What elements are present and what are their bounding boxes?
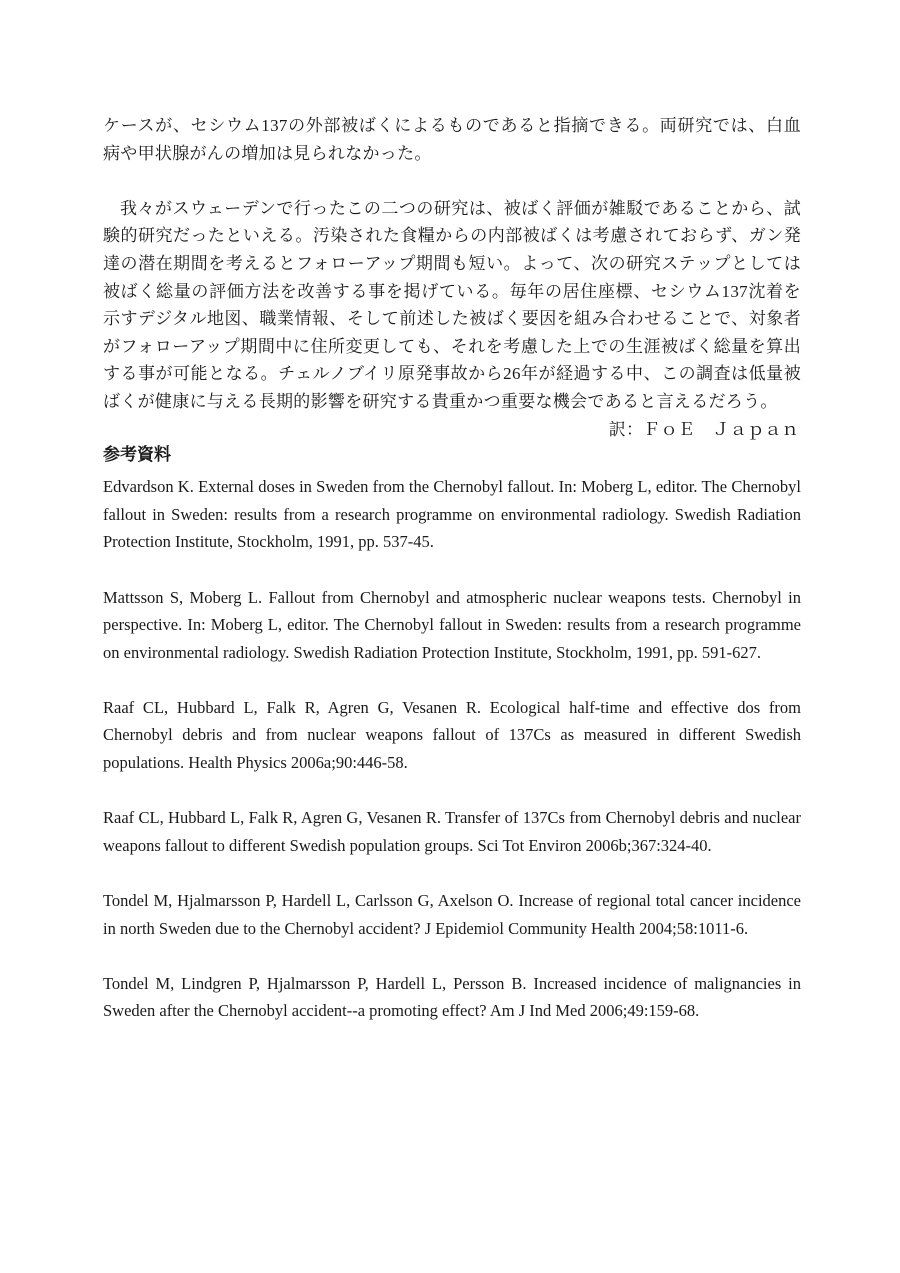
reference-item: Tondel M, Hjalmarsson P, Hardell L, Carlsson G, Axelson O. Increase of regional total cancer incidence in north Sweden due to the Chernobyl accident? J Epidemiol Community Health 2004;58:1011-6. — [103, 891, 801, 938]
paragraph-spacer — [103, 167, 801, 195]
reference-item: Raaf CL, Hubbard L, Falk R, Agren G, Vesanen R. Ecological half-time and effective dos from Chernobyl debris and from nuclear weapons fallout of 137Cs as measured in different Swedish populations. Health Physics 2006a;90:446-58. — [103, 697, 801, 773]
reference-item: Edvardson K. External doses in Sweden from the Chernobyl fallout. In: Moberg L, editor. The Chernobyl fallout in Sweden: results from a research programme on environmental radiology. Swedish Radiation Protection Institute, Stockholm, 1991, pp. 537-45. — [103, 477, 801, 552]
references-heading: 参考資料 — [103, 445, 171, 465]
reference-item: Tondel M, Lindgren P, Hjalmarsson P, Hardell L, Persson B. Increased incidence of malignancies in Sweden after the Chernobyl accident--a promoting effect? Am J Ind Med 2006;49:159-68. — [103, 973, 801, 1021]
main-paragraph: 我々がスウェーデンで行ったこの二つの研究は、被ばく評価が雑駁であることから、試験的研究だったといえる。汚染された食糧からの内部被ばくは考慮されておらず、ガン発達の潜在期間を考えるとフォローアップ期間も短い。よって、次の研究ステップとしては被ばく総量の評価方法を改善する事を掲げている。毎年の居住座標、セシウム137沈着を示すデジタル地図、職業情報、そして前述した被ばく要因を組み合わせることで、対象者がフォローアップ期間中に住所変更しても、それを考慮した上での生涯被ばく総量を算出する事が可能となる。チェルノブイリ原発事故から26年が経過する中、この調査は低量被ばくが健康に与える長期的影響を研究する貴重かつ重要な機会であると言えるだろう。 — [103, 198, 801, 411]
reference-item: Mattsson S, Moberg L. Fallout from Chernobyl and atmospheric nuclear weapons tests. Chernobyl in perspective. In: Moberg L, editor. The Chernobyl fallout in Sweden: results from a research programme on environmental radiology. Swedish Radiation Protection Institute, Stockholm, 1991, pp. 591-627. — [103, 587, 801, 662]
reference-item: Raaf CL, Hubbard L, Falk R, Agren G, Vesanen R. Transfer of 137Cs from Chernobyl debris and nuclear weapons fallout to different Swedish population groups. Sci Tot Environ 2006b;367:324-40. — [103, 808, 801, 855]
references-list — [103, 473, 801, 1025]
translator-credit: 訳：ＦｏＥ Ｊａｐａｎ — [608, 419, 799, 439]
intro-paragraph: ケースが、セシウム137の外部被ばくによるものであると指摘できる。両研究では、白血病や甲状腺がんの増加は見られなかった。 — [103, 116, 801, 163]
document-page — [103, 112, 801, 1025]
